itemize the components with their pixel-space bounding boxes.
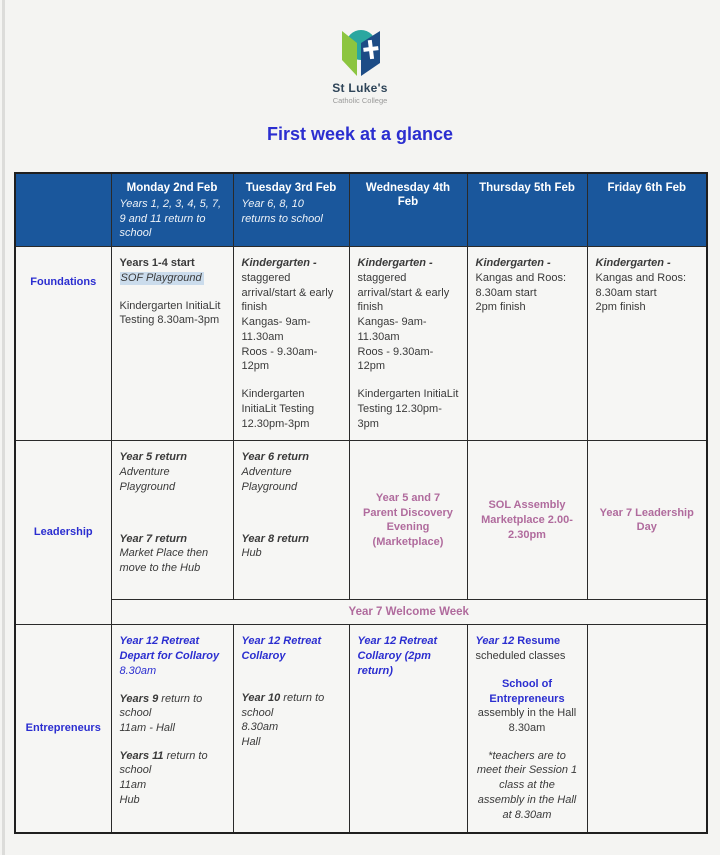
day-title: Wednesday 4th Feb (365, 182, 451, 209)
header-row (15, 173, 707, 247)
row-leadership (15, 441, 707, 600)
cell-line: 2pm finish (475, 301, 526, 314)
year-group: Year 12 (475, 635, 515, 648)
row-label-foundations: Foundations (15, 247, 111, 441)
day-title: Tuesday 3rd Feb (245, 182, 337, 194)
event-text: Year 7 Welcome Week (348, 605, 469, 618)
page-title: First week at a glance (266, 124, 454, 144)
day-title: Monday 2nd Feb (126, 182, 218, 194)
cell-line: Year 12 Retreat Collaroy (2pm return) (357, 635, 438, 677)
cell-line: Year 8 return (241, 532, 309, 545)
highlighted-text: SOF Playground (120, 272, 202, 284)
cell-line (120, 692, 225, 721)
year-group-detail: return to school (241, 691, 325, 719)
cell-line: Kangas- 9am-11.30am (241, 316, 311, 343)
year-group-detail: return to school (119, 692, 203, 720)
cell-line: Adventure Playground (241, 466, 298, 493)
year-group: Years 11 (119, 749, 164, 762)
col-header-thursday (467, 173, 587, 247)
cell-line: Years 1-4 start (119, 257, 195, 270)
event-text: Year 5 and 7 Parent Discovery Evening (Marketplace) (363, 491, 453, 549)
schedule-table (14, 172, 708, 834)
cell-line: Kindergarten - (357, 257, 433, 270)
row-label-leadership: Leadership (15, 441, 111, 625)
cell-line: Kindergarten - (241, 257, 317, 270)
cell-line: Kindergarten - (475, 257, 551, 270)
cell-line (476, 634, 579, 649)
cell-foundations-wednesday (349, 247, 467, 441)
cell-line (120, 749, 225, 778)
cell-leadership-wednesday (349, 441, 467, 600)
cell-leadership-tuesday (233, 441, 349, 600)
cell-line: Year 12 Retreat Depart for Collaroy (119, 635, 220, 663)
day-subtitle: Years 1, 2, 3, 4, 5, 7, 9 and 11 return to school (119, 198, 222, 239)
cell-line: 11am (119, 779, 147, 792)
cell-line: Kindergarten InitiaLit Testing 12.30pm-3pm (357, 388, 459, 430)
cell-line: Kindergarten InitiaLit Testing 8.30am-3pm (119, 299, 221, 327)
school-name: St Luke's (332, 81, 388, 95)
cell-line: 11am - Hall (119, 722, 175, 735)
school-logo (0, 28, 720, 105)
cell-line: scheduled classes (475, 650, 566, 663)
col-header-tuesday (233, 173, 349, 247)
cell-entrepreneurs-monday (111, 625, 233, 833)
day-title: Friday 6th Feb (607, 182, 687, 194)
row-label-entrepreneurs: Entrepreneurs (15, 625, 111, 833)
cell-line: Kindergarten InitiaLit Testing 12.30pm-3pm (241, 388, 315, 430)
cell-line: Roos - 9.30am-12pm (357, 345, 434, 373)
cell-line: Year 7 return (119, 532, 187, 545)
cell-line: *teachers are to meet their Session 1 class at the assembly in the Hall at 8.30am (476, 749, 578, 821)
cell-line: 2pm finish (595, 301, 646, 314)
col-header-wednesday (349, 173, 467, 247)
day-title: Thursday 5th Feb (479, 182, 575, 194)
cell-line: Market Place then move to the Hub (119, 547, 209, 575)
cell-line: Hall (241, 736, 261, 749)
cell-line: 8.30am (508, 722, 546, 735)
cell-line: 8.30am (119, 664, 157, 677)
row-foundations (15, 247, 707, 441)
cell-line: Kindergarten - (595, 257, 671, 270)
cell-foundations-friday (587, 247, 707, 441)
cell-line: staggered arrival/start & early finish (357, 272, 450, 314)
cell-line: Roos - 9.30am-12pm (241, 345, 318, 373)
cell-line: Year 12 Retreat Collaroy (241, 635, 322, 663)
book-cross-icon (327, 28, 393, 78)
cell-line: 8.30am start (595, 286, 657, 299)
year-group-detail: return to school (119, 749, 208, 777)
cell-leadership-monday (111, 441, 233, 600)
cell-line (120, 271, 225, 286)
col-header-friday (587, 173, 707, 247)
cell-entrepreneurs-wednesday (349, 625, 467, 833)
day-subtitle: Year 6, 8, 10 returns to school (241, 198, 323, 225)
cell-leadership-thursday (467, 441, 587, 600)
year-group: Years 9 (119, 692, 159, 705)
cell-line: Hub (241, 547, 262, 560)
cell-line: School of Entrepreneurs (489, 677, 565, 705)
year-group: Year 10 (241, 691, 281, 704)
cell-line: Year 6 return (241, 451, 309, 464)
cell-welcome-week (111, 600, 707, 625)
cell-line: 8.30am (241, 721, 279, 734)
cell-line: Kangas- 9am-11.30am (357, 316, 427, 343)
year-group-detail: Resume (514, 635, 561, 648)
cell-entrepreneurs-thursday (467, 625, 587, 833)
cell-foundations-tuesday (233, 247, 349, 441)
cell-line: assembly in the Hall (477, 707, 577, 720)
cell-leadership-friday (587, 441, 707, 600)
school-subtitle: Catholic College (332, 96, 388, 105)
event-text: Year 7 Leadership Day (599, 506, 694, 534)
cell-line: 8.30am start (475, 286, 537, 299)
cell-entrepreneurs-tuesday (233, 625, 349, 833)
row-welcome-week (15, 600, 707, 625)
cell-line: Year 5 return (119, 451, 187, 464)
cell-foundations-monday (111, 247, 233, 441)
cell-entrepreneurs-friday (587, 625, 707, 833)
corner-cell (15, 173, 111, 247)
cell-line (242, 691, 341, 720)
event-text: SOL Assembly Marketplace 2.00-2.30pm (481, 499, 573, 541)
cell-line: Adventure Playground (119, 466, 176, 493)
cell-foundations-thursday (467, 247, 587, 441)
row-entrepreneurs (15, 625, 707, 833)
cell-line: Hub (119, 793, 140, 806)
cell-line: staggered arrival/start & early finish (241, 272, 334, 314)
cell-line: Kangas and Roos: (475, 272, 567, 284)
cell-line: Kangas and Roos: (595, 272, 687, 284)
col-header-monday (111, 173, 233, 247)
